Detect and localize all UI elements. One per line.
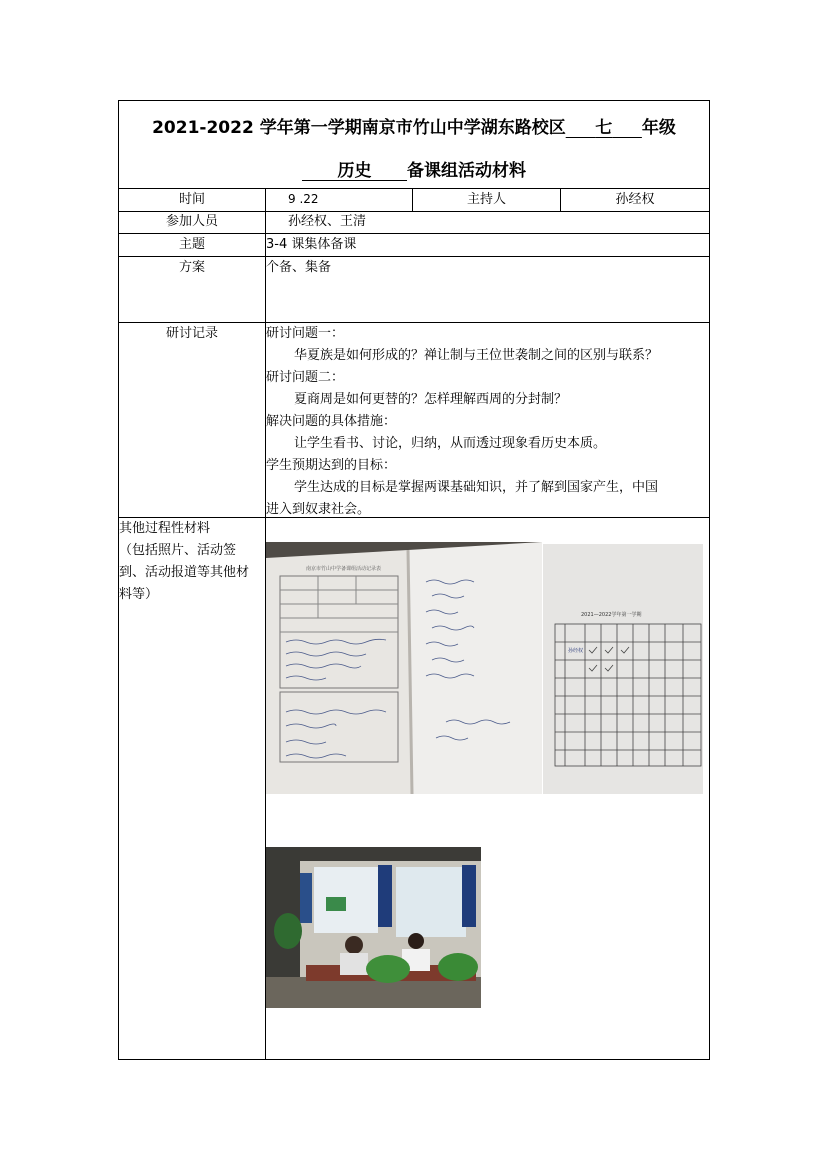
notebook-title-text: 南京市竹山中学备课组活动记录表 (306, 566, 382, 572)
document-title-line2 (119, 156, 709, 181)
host-label: 主持人 (413, 189, 561, 211)
record-row (119, 322, 709, 517)
attendance-name-text: 孙经权 (568, 648, 584, 654)
goal-text-line2: 进入到奴隶社会。 (266, 502, 371, 517)
goal-title: 学生预期达到的目标： (266, 458, 397, 473)
time-row (119, 188, 709, 211)
notebook-photo (266, 542, 542, 794)
other-materials-label (119, 518, 266, 1059)
record-label: 研讨记录 (119, 323, 266, 517)
subject-field: 历史 (337, 161, 372, 181)
plan-label: 方案 (119, 257, 266, 322)
document-title-line1 (119, 113, 709, 138)
topic-value: 3-4 课集体备课 (266, 237, 357, 252)
other-label-line3: 到、活动报道等其他材 (119, 565, 250, 580)
topic-row (119, 233, 709, 256)
goal-text-line1: 学生达成的目标是掌握两课基础知识，并了解到国家产生，中国 (294, 480, 659, 495)
title-suffix: 年级 (641, 118, 676, 138)
other-label-line1: 其他过程性材料 (119, 521, 211, 536)
question1-text: 华夏族是如何形成的？禅让制与王位世袭制之间的区别与联系？ (294, 348, 659, 363)
topic-label: 主题 (119, 234, 266, 256)
other-label-line4: 料等） (119, 587, 159, 602)
record-content (266, 323, 709, 517)
question2-title: 研讨问题二： (266, 370, 345, 385)
title-line2-suffix: 备课组活动材料 (407, 161, 527, 181)
plan-row (119, 256, 709, 322)
time-label: 时间 (119, 189, 266, 211)
other-label-line2: （包括照片、活动签 (119, 543, 237, 558)
plan-value: 个备、集备 (266, 260, 332, 275)
measures-text: 让学生看书、讨论，归纳，从而透过现象看历史本质。 (294, 436, 607, 451)
question2-text: 夏商周是如何更替的？怎样理解西周的分封制？ (294, 392, 568, 407)
attendance-sheet-photo (543, 544, 703, 794)
meeting-photo (266, 847, 481, 1008)
attendance-title-text: 2021—2022学年第一学期 (581, 612, 642, 618)
participants-row (119, 211, 709, 233)
measures-title: 解决问题的具体措施： (266, 414, 397, 429)
question1-title: 研讨问题一： (266, 326, 345, 341)
time-value: 9 .22 (266, 189, 413, 211)
participants-label: 参加人员 (119, 212, 266, 233)
title-prefix: 2021-2022 学年第一学期南京市竹山中学湖东路校区 (152, 118, 566, 138)
participants-value: 孙经权、王清 (288, 214, 367, 229)
grade-field: 七 (595, 118, 613, 138)
host-value: 孙经权 (615, 192, 655, 207)
